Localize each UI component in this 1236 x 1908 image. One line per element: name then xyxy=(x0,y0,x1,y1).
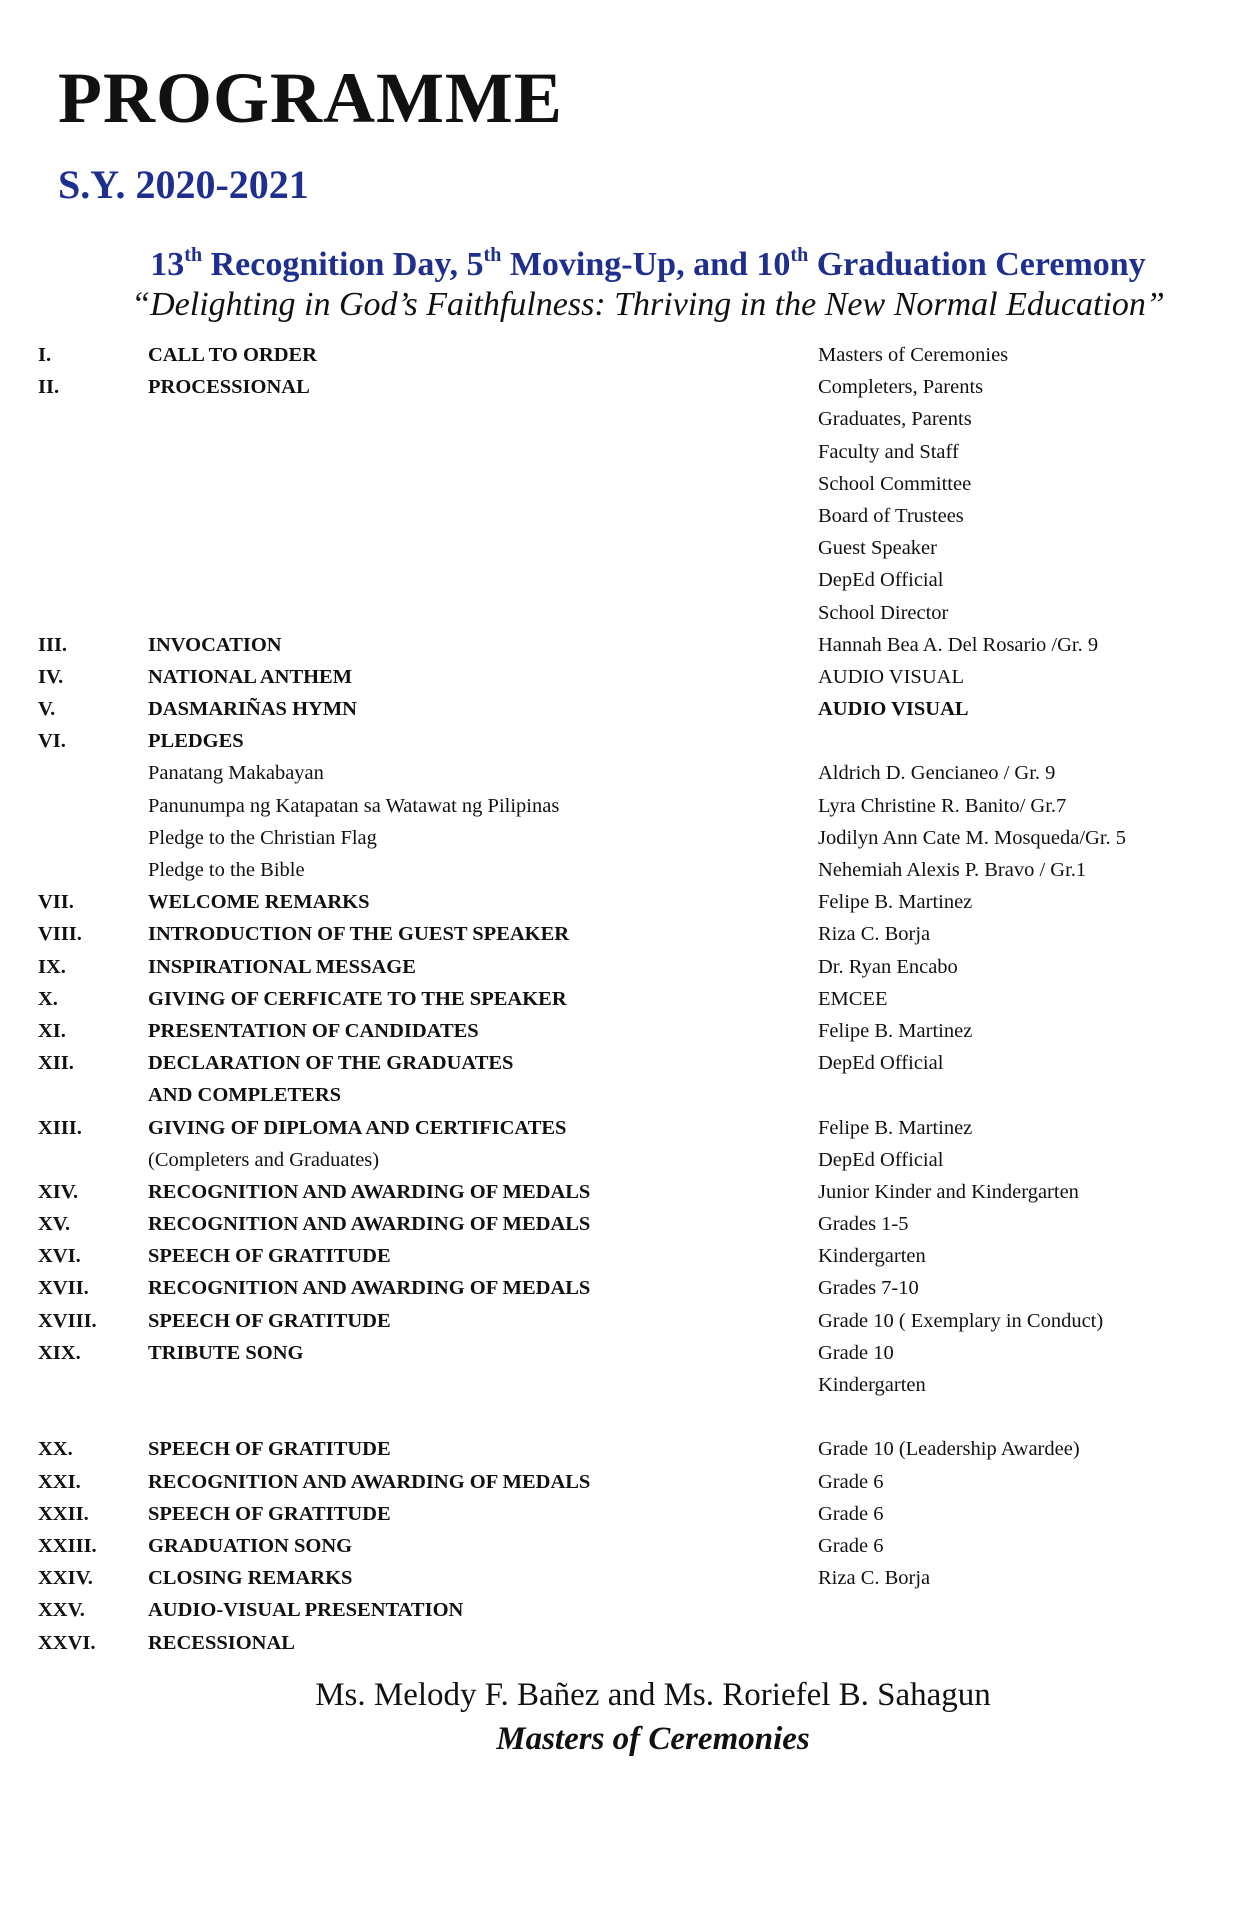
programme-item-participant: Kindergarten xyxy=(818,1374,926,1396)
programme-row xyxy=(0,1079,1236,1111)
programme-row xyxy=(0,403,1236,435)
programme-item-title: PROCESSIONAL xyxy=(148,376,310,399)
programme-item-number: XIX. xyxy=(38,1341,81,1364)
programme-item-number: V. xyxy=(38,698,56,721)
programme-item-number: XXII. xyxy=(38,1502,89,1525)
programme-item-participant: Lyra Christine R. Banito/ Gr.7 xyxy=(818,794,1067,817)
programme-item-title: GIVING OF CERFICATE TO THE SPEAKER xyxy=(148,987,567,1010)
event-theme: “Delighting in God’s Faithfulness: Thriving in the New Normal Education” xyxy=(131,286,1165,323)
programme-row xyxy=(0,1176,1236,1208)
programme-item-number: XXI. xyxy=(38,1470,81,1493)
programme-item-participant: DepEd Official xyxy=(818,1052,944,1075)
programme-row xyxy=(0,339,1236,371)
programme-item-title: PRESENTATION OF CANDIDATES xyxy=(148,1019,479,1042)
programme-item-title: WELCOME REMARKS xyxy=(148,891,370,914)
programme-item-participant: AUDIO VISUAL xyxy=(818,665,964,688)
programme-item-title: AND COMPLETERS xyxy=(148,1084,342,1107)
programme-row xyxy=(0,1272,1236,1304)
masters-of-ceremonies-role: Masters of Ceremonies xyxy=(496,1721,810,1757)
event-title-part-2: Moving-Up, and xyxy=(501,246,757,283)
programme-row xyxy=(0,1562,1236,1594)
programme-item-title: SPEECH OF GRATITUDE xyxy=(148,1502,391,1525)
programme-item-title: DASMARIÑAS HYMN xyxy=(148,698,357,721)
masters-of-ceremonies-names: Ms. Melody F. Bañez and Ms. Roriefel B. Sahagun xyxy=(315,1677,991,1713)
event-title-ordinal-2-suffix: th xyxy=(483,244,502,266)
programme-row xyxy=(0,436,1236,468)
programme-row xyxy=(0,1594,1236,1626)
programme-list xyxy=(0,339,1236,1659)
programme-row xyxy=(0,1401,1236,1433)
programme-row xyxy=(0,1144,1236,1176)
event-title-ordinal-3-suffix: th xyxy=(790,244,809,266)
programme-item-participant: Riza C. Borja xyxy=(818,1567,931,1590)
programme-item-title: RECOGNITION AND AWARDING OF MEDALS xyxy=(148,1470,591,1493)
programme-row xyxy=(0,725,1236,757)
programme-item-participant: Guest Speaker xyxy=(818,537,937,560)
event-title-ordinal-3: 10 xyxy=(756,246,791,283)
programme-row xyxy=(0,822,1236,854)
programme-item-number: XI. xyxy=(38,1019,66,1042)
programme-item-number: IX. xyxy=(38,955,66,978)
programme-item-participant: Grade 6 xyxy=(818,1470,884,1493)
programme-item-participant: Masters of Ceremonies xyxy=(818,344,1009,366)
programme-item-participant: EMCEE xyxy=(818,987,888,1010)
programme-item-participant: AUDIO VISUAL xyxy=(818,698,969,721)
programme-row xyxy=(0,500,1236,532)
programme-item-title: PLEDGES xyxy=(148,730,244,753)
programme-row xyxy=(0,532,1236,564)
programme-item-number: XV. xyxy=(38,1213,71,1236)
programme-row xyxy=(0,1240,1236,1272)
programme-row xyxy=(0,1047,1236,1079)
programme-item-number: X. xyxy=(38,987,58,1010)
programme-item-title: (Completers and Graduates) xyxy=(148,1148,380,1171)
programme-item-participant: Faculty and Staff xyxy=(818,440,959,463)
programme-item-participant: Jodilyn Ann Cate M. Mosqueda/Gr. 5 xyxy=(818,826,1127,849)
programme-item-number: XX. xyxy=(38,1438,73,1461)
programme-row xyxy=(0,1369,1236,1401)
programme-item-participant: Grades 1-5 xyxy=(818,1213,909,1236)
programme-item-participant: Junior Kinder and Kindergarten xyxy=(818,1180,1079,1203)
programme-row xyxy=(0,886,1236,918)
programme-item-number: VIII. xyxy=(38,923,82,946)
programme-row xyxy=(0,693,1236,725)
programme-item-participant: Graduates, Parents xyxy=(818,408,972,431)
programme-item-number: XXVI. xyxy=(38,1631,96,1654)
programme-item-participant: Grade 10 (Leadership Awardee) xyxy=(818,1438,1080,1461)
programme-item-title: RECOGNITION AND AWARDING OF MEDALS xyxy=(148,1277,591,1300)
programme-item-title: SPEECH OF GRATITUDE xyxy=(148,1438,391,1461)
programme-item-participant: Hannah Bea A. Del Rosario /Gr. 9 xyxy=(818,633,1099,656)
programme-item-title: Pledge to the Christian Flag xyxy=(148,826,377,849)
programme-item-participant: Grade 6 xyxy=(818,1502,884,1525)
programme-row xyxy=(0,1337,1236,1369)
programme-item-title: GRADUATION SONG xyxy=(148,1534,353,1557)
programme-item-number: I. xyxy=(38,344,52,366)
programme-item-title: RECESSIONAL xyxy=(148,1631,295,1654)
programme-item-number: XXIV. xyxy=(38,1567,93,1590)
programme-item-title: CALL TO ORDER xyxy=(148,344,317,366)
programme-item-number: III. xyxy=(38,633,68,656)
programme-row xyxy=(0,918,1236,950)
programme-item-participant: Kindergarten xyxy=(818,1245,926,1268)
programme-item-title: RECOGNITION AND AWARDING OF MEDALS xyxy=(148,1180,591,1203)
programme-item-participant: Grade 10 xyxy=(818,1341,894,1364)
programme-item-participant: Aldrich D. Gencianeo / Gr. 9 xyxy=(818,762,1056,785)
programme-item-participant: School Director xyxy=(818,601,949,624)
programme-item-participant: Nehemiah Alexis P. Bravo / Gr.1 xyxy=(818,859,1087,881)
programme-item-title: INTRODUCTION OF THE GUEST SPEAKER xyxy=(148,923,570,946)
programme-row xyxy=(0,1433,1236,1465)
programme-item-number: XXV. xyxy=(38,1599,85,1622)
programme-row xyxy=(0,1015,1236,1047)
programme-item-title: Panatang Makabayan xyxy=(148,762,324,785)
programme-row xyxy=(0,854,1236,886)
programme-item-participant: DepEd Official xyxy=(818,569,944,592)
programme-item-number: VI. xyxy=(38,730,66,753)
programme-item-title: TRIBUTE SONG xyxy=(148,1341,304,1364)
programme-item-participant: Riza C. Borja xyxy=(818,923,931,946)
programme-item-participant: Grade 10 ( Exemplary in Conduct) xyxy=(818,1309,1104,1332)
programme-item-number: II. xyxy=(38,376,60,399)
programme-row xyxy=(0,661,1236,693)
programme-item-title: Pledge to the Bible xyxy=(148,859,305,881)
programme-item-title: CLOSING REMARKS xyxy=(148,1567,353,1590)
programme-row xyxy=(0,1498,1236,1530)
event-title-part-3: Graduation Ceremony xyxy=(808,246,1146,283)
programme-item-number: XII. xyxy=(38,1052,74,1075)
programme-item-title: RECOGNITION AND AWARDING OF MEDALS xyxy=(148,1213,591,1236)
event-title xyxy=(0,246,1236,283)
programme-row xyxy=(0,1305,1236,1337)
programme-item-participant: Grades 7-10 xyxy=(818,1277,919,1300)
programme-row xyxy=(0,1627,1236,1659)
programme-row xyxy=(0,629,1236,661)
programme-item-number: XIII. xyxy=(38,1116,82,1139)
programme-item-participant: Completers, Parents xyxy=(818,376,984,399)
programme-item-title: GIVING OF DIPLOMA AND CERTIFICATES xyxy=(148,1116,567,1139)
event-title-ordinal-1: 13 xyxy=(150,246,185,283)
programme-row xyxy=(0,597,1236,629)
programme-item-title: NATIONAL ANTHEM xyxy=(148,665,353,688)
programme-row xyxy=(0,1208,1236,1240)
programme-item-participant: Felipe B. Martinez xyxy=(818,1019,973,1042)
programme-item-number: XVI. xyxy=(38,1245,81,1268)
programme-row xyxy=(0,1530,1236,1562)
programme-row xyxy=(0,790,1236,822)
event-title-ordinal-1-suffix: th xyxy=(184,244,203,266)
programme-row xyxy=(0,468,1236,500)
event-title-part-1: Recognition Day, xyxy=(202,246,467,283)
programme-row xyxy=(0,564,1236,596)
programme-item-title: SPEECH OF GRATITUDE xyxy=(148,1309,391,1332)
event-title-ordinal-2: 5 xyxy=(466,246,484,283)
programme-row xyxy=(0,371,1236,403)
programme-row xyxy=(0,1466,1236,1498)
programme-item-title: INVOCATION xyxy=(148,633,282,656)
programme-item-participant: Dr. Ryan Encabo xyxy=(818,955,958,978)
programme-item-number: VII. xyxy=(38,891,74,914)
programme-item-title: AUDIO-VISUAL PRESENTATION xyxy=(148,1599,464,1622)
programme-item-number: XIV. xyxy=(38,1180,79,1203)
programme-row xyxy=(0,983,1236,1015)
programme-item-participant: School Committee xyxy=(818,472,972,495)
programme-row xyxy=(0,1112,1236,1144)
programme-item-number: XXIII. xyxy=(38,1534,97,1557)
programme-item-participant: Felipe B. Martinez xyxy=(818,1116,973,1139)
programme-item-title: SPEECH OF GRATITUDE xyxy=(148,1245,391,1268)
programme-item-participant: Felipe B. Martinez xyxy=(818,891,973,914)
page-title: PROGRAMME xyxy=(58,58,563,138)
programme-row xyxy=(0,951,1236,983)
programme-row xyxy=(0,757,1236,789)
programme-item-title: INSPIRATIONAL MESSAGE xyxy=(148,955,416,978)
programme-item-number: XVII. xyxy=(38,1277,89,1300)
programme-item-title: DECLARATION OF THE GRADUATES xyxy=(148,1052,514,1075)
programme-item-participant: Board of Trustees xyxy=(818,504,964,527)
programme-item-title: Panunumpa ng Katapatan sa Watawat ng Pilipinas xyxy=(148,794,560,817)
programme-item-number: IV. xyxy=(38,665,64,688)
programme-item-number: XVIII. xyxy=(38,1309,97,1332)
programme-item-participant: DepEd Official xyxy=(818,1148,944,1171)
school-year: S.Y. 2020-2021 xyxy=(58,162,309,207)
programme-item-participant: Grade 6 xyxy=(818,1534,884,1557)
